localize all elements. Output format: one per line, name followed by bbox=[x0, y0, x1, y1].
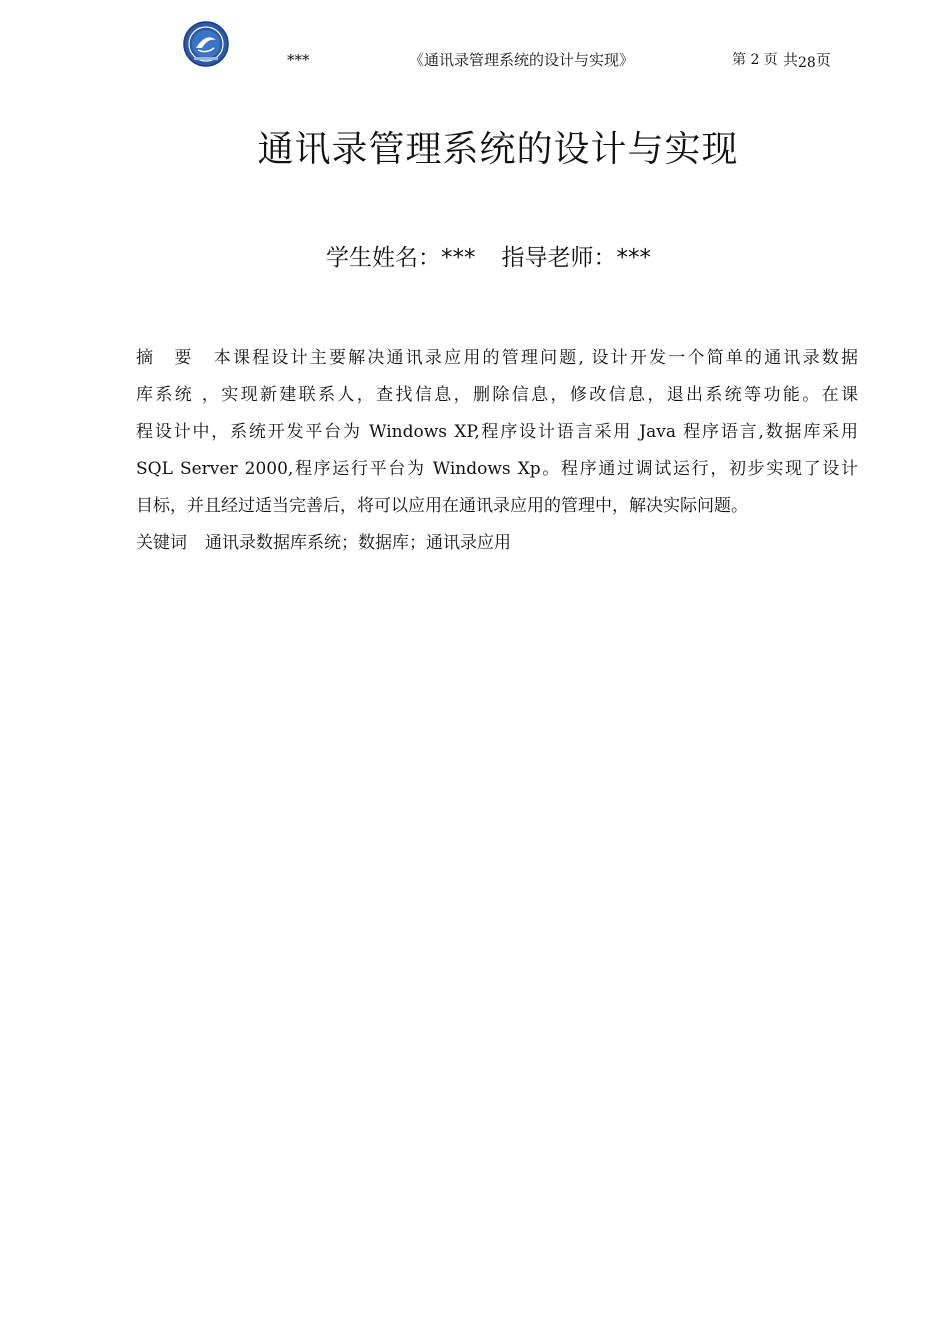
student-name: *** bbox=[441, 245, 476, 271]
total-prefix: 共 bbox=[783, 51, 799, 69]
byline bbox=[326, 242, 651, 274]
abstract-line: 目标，并且经过适当完善后，将可以应用在通讯录应用的管理中，解决实际问题。 bbox=[136, 496, 748, 516]
emblem-graphic bbox=[182, 20, 230, 68]
university-emblem-icon bbox=[182, 20, 230, 68]
advisor-label: 指导老师： bbox=[501, 245, 617, 271]
document-title: 通讯录管理系统的设计与实现 bbox=[257, 129, 739, 170]
abstract-line: 程设计中，系统开发平台为 Windows XP,程序设计语言采用 Java 程序语言,数据库采用 bbox=[136, 422, 858, 442]
header-page-number: 第 2 页 bbox=[732, 52, 778, 68]
header-author: *** bbox=[287, 51, 310, 69]
abstract-line: SQL Server 2000,程序运行平台为 Windows Xp。程序通过调试运行，初步实现了设计 bbox=[136, 459, 858, 479]
keywords-section bbox=[136, 525, 511, 562]
total-suffix: 页 bbox=[815, 51, 831, 69]
keywords-label: 关键词 bbox=[136, 533, 187, 553]
abstract-line bbox=[136, 340, 858, 377]
total-number: 28 bbox=[798, 55, 816, 71]
abstract-text: 本课程设计主要解决通讯录应用的管理问题, 设计开发一个简单的通讯录数据 bbox=[211, 348, 858, 368]
student-label: 学生姓名： bbox=[326, 245, 441, 271]
abstract-label: 摘 要 bbox=[136, 348, 194, 368]
advisor-name: *** bbox=[616, 245, 651, 271]
keywords-text: 通讯录数据库系统；数据库；通讯录应用 bbox=[205, 533, 511, 553]
header-doc-title: 《通讯录管理系统的设计与实现》 bbox=[409, 51, 635, 69]
header-total-pages bbox=[783, 50, 831, 71]
abstract-section bbox=[136, 340, 858, 525]
abstract-line: 库系统 ，实现新建联系人，查找信息，删除信息，修改信息，退出系统等功能。在课 bbox=[136, 385, 858, 405]
